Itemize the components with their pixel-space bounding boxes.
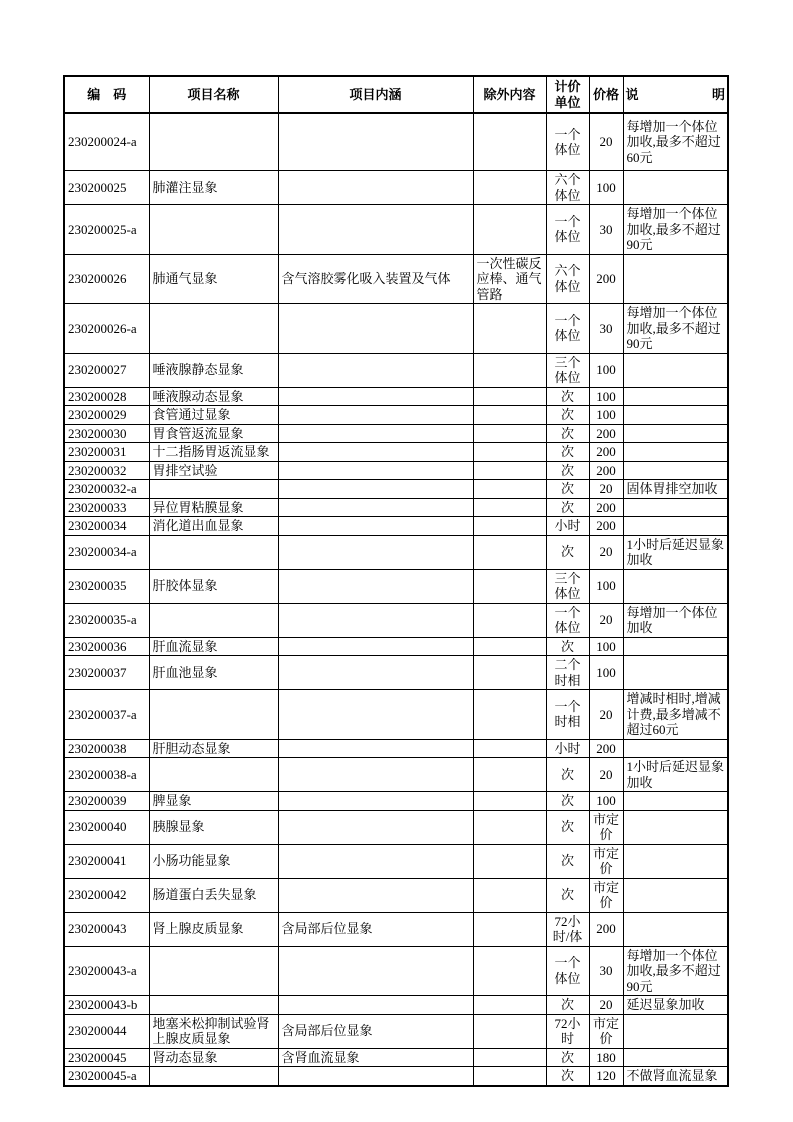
cell-note	[623, 353, 728, 387]
cell-price: 20	[589, 996, 623, 1015]
cell-content	[278, 443, 473, 462]
cell-price: 200	[589, 424, 623, 443]
cell-unit: 小时	[546, 517, 589, 536]
cell-note: 每增加一个体位加收,最多不超过90元	[623, 946, 728, 996]
cell-code: 230200033	[64, 498, 149, 517]
table-row	[64, 171, 728, 205]
cell-note	[623, 498, 728, 517]
cell-code: 230200038	[64, 739, 149, 758]
table-row	[64, 912, 728, 946]
cell-name	[149, 1067, 278, 1086]
cell-exclusion	[473, 996, 546, 1015]
cell-content	[278, 792, 473, 811]
cell-exclusion	[473, 912, 546, 946]
table-row	[64, 878, 728, 912]
cell-name: 十二指肠胃返流显象	[149, 443, 278, 462]
cell-exclusion	[473, 739, 546, 758]
cell-note	[623, 387, 728, 406]
cell-exclusion	[473, 1014, 546, 1048]
cell-content	[278, 205, 473, 255]
cell-exclusion	[473, 569, 546, 603]
header-exclusion: 除外内容	[473, 76, 546, 113]
cell-code: 230200045	[64, 1048, 149, 1067]
cell-code: 230200034-a	[64, 535, 149, 569]
table-body	[64, 113, 728, 1086]
cell-price: 120	[589, 1067, 623, 1086]
cell-unit: 次	[546, 792, 589, 811]
header-price: 价格	[589, 76, 623, 113]
cell-code: 230200043	[64, 912, 149, 946]
cell-code: 230200034	[64, 517, 149, 536]
cell-name	[149, 758, 278, 792]
cell-code: 230200036	[64, 637, 149, 656]
cell-unit: 次	[546, 758, 589, 792]
header-name: 项目名称	[149, 76, 278, 113]
table-row	[64, 690, 728, 740]
cell-note	[623, 424, 728, 443]
table-row	[64, 569, 728, 603]
table-row	[64, 113, 728, 171]
cell-name: 胃食管返流显象	[149, 424, 278, 443]
cell-note	[623, 461, 728, 480]
cell-content	[278, 498, 473, 517]
cell-content	[278, 758, 473, 792]
table-row	[64, 844, 728, 878]
table-row	[64, 254, 728, 304]
cell-note	[623, 1014, 728, 1048]
cell-code: 230200043-a	[64, 946, 149, 996]
cell-code: 230200045-a	[64, 1067, 149, 1086]
cell-name: 地塞米松抑制试验肾上腺皮质显象	[149, 1014, 278, 1048]
cell-name	[149, 113, 278, 171]
header-code: 编 码	[64, 76, 149, 113]
cell-content	[278, 603, 473, 637]
cell-name: 肾上腺皮质显象	[149, 912, 278, 946]
cell-exclusion	[473, 603, 546, 637]
cell-note	[623, 254, 728, 304]
cell-exclusion	[473, 946, 546, 996]
table-row	[64, 810, 728, 844]
table-row	[64, 353, 728, 387]
cell-code: 230200042	[64, 878, 149, 912]
table-row	[64, 1048, 728, 1067]
cell-content	[278, 304, 473, 354]
cell-note	[623, 878, 728, 912]
table-row	[64, 304, 728, 354]
cell-price: 30	[589, 946, 623, 996]
cell-unit: 72小时	[546, 1014, 589, 1048]
cell-unit: 次	[546, 1048, 589, 1067]
cell-note: 延迟显象加收	[623, 996, 728, 1015]
cell-note	[623, 844, 728, 878]
cell-name: 肝血流显象	[149, 637, 278, 656]
cell-price: 200	[589, 254, 623, 304]
cell-note: 每增加一个体位加收,最多不超过90元	[623, 304, 728, 354]
cell-exclusion	[473, 424, 546, 443]
cell-code: 230200032-a	[64, 480, 149, 499]
cell-content: 含局部后位显象	[278, 912, 473, 946]
cell-note	[623, 810, 728, 844]
cell-unit: 次	[546, 810, 589, 844]
cell-note	[623, 739, 728, 758]
cell-price: 20	[589, 690, 623, 740]
cell-note	[623, 517, 728, 536]
cell-code: 230200035	[64, 569, 149, 603]
cell-note: 增减时相时,增减计费,最多增减不超过60元	[623, 690, 728, 740]
cell-name	[149, 480, 278, 499]
cell-unit: 六个体位	[546, 171, 589, 205]
cell-code: 230200028	[64, 387, 149, 406]
cell-code: 230200037-a	[64, 690, 149, 740]
table-row	[64, 517, 728, 536]
cell-code: 230200039	[64, 792, 149, 811]
cell-content	[278, 480, 473, 499]
cell-note	[623, 792, 728, 811]
cell-code: 230200025-a	[64, 205, 149, 255]
cell-name: 肝胆动态显象	[149, 739, 278, 758]
cell-content	[278, 461, 473, 480]
cell-content	[278, 569, 473, 603]
cell-unit: 三个体位	[546, 353, 589, 387]
cell-note: 固体胃排空加收	[623, 480, 728, 499]
cell-name	[149, 996, 278, 1015]
cell-code: 230200029	[64, 406, 149, 425]
cell-price: 市定价	[589, 844, 623, 878]
cell-exclusion	[473, 1067, 546, 1086]
table-row	[64, 996, 728, 1015]
cell-name	[149, 535, 278, 569]
cell-unit: 六个体位	[546, 254, 589, 304]
cell-price: 200	[589, 443, 623, 462]
cell-name: 食管通过显象	[149, 406, 278, 425]
cell-exclusion	[473, 844, 546, 878]
cell-content	[278, 517, 473, 536]
cell-unit: 次	[546, 844, 589, 878]
table-row	[64, 205, 728, 255]
cell-exclusion	[473, 205, 546, 255]
cell-note	[623, 656, 728, 690]
cell-code: 230200026	[64, 254, 149, 304]
cell-price: 200	[589, 912, 623, 946]
cell-code: 230200026-a	[64, 304, 149, 354]
cell-exclusion	[473, 656, 546, 690]
cell-code: 230200032	[64, 461, 149, 480]
cell-name: 异位胃粘膜显象	[149, 498, 278, 517]
cell-exclusion	[473, 878, 546, 912]
cell-unit: 一个体位	[546, 304, 589, 354]
cell-exclusion	[473, 637, 546, 656]
cell-price: 200	[589, 461, 623, 480]
table-row	[64, 946, 728, 996]
cell-price: 20	[589, 535, 623, 569]
cell-content	[278, 690, 473, 740]
cell-unit: 次	[546, 535, 589, 569]
table-row	[64, 637, 728, 656]
cell-note: 每增加一个体位加收	[623, 603, 728, 637]
cell-content	[278, 535, 473, 569]
cell-unit: 一个时相	[546, 690, 589, 740]
cell-price: 市定价	[589, 878, 623, 912]
cell-code: 230200037	[64, 656, 149, 690]
cell-unit: 次	[546, 498, 589, 517]
cell-unit: 次	[546, 996, 589, 1015]
cell-name: 胃排空试验	[149, 461, 278, 480]
cell-code: 230200038-a	[64, 758, 149, 792]
cell-exclusion	[473, 443, 546, 462]
table-row	[64, 1014, 728, 1048]
cell-unit: 二个时相	[546, 656, 589, 690]
cell-exclusion	[473, 113, 546, 171]
cell-exclusion	[473, 498, 546, 517]
cell-price: 100	[589, 569, 623, 603]
cell-unit: 一个体位	[546, 603, 589, 637]
table-row	[64, 739, 728, 758]
cell-code: 230200024-a	[64, 113, 149, 171]
table-row	[64, 424, 728, 443]
cell-code: 230200035-a	[64, 603, 149, 637]
cell-price: 市定价	[589, 1014, 623, 1048]
cell-price: 30	[589, 304, 623, 354]
cell-unit: 三个体位	[546, 569, 589, 603]
cell-exclusion	[473, 1048, 546, 1067]
table-row	[64, 443, 728, 462]
cell-code: 230200040	[64, 810, 149, 844]
cell-content	[278, 406, 473, 425]
cell-exclusion: 一次性碳反应棒、通气管路	[473, 254, 546, 304]
cell-code: 230200044	[64, 1014, 149, 1048]
cell-exclusion	[473, 480, 546, 499]
cell-content	[278, 637, 473, 656]
cell-name: 肝胶体显象	[149, 569, 278, 603]
cell-code: 230200043-b	[64, 996, 149, 1015]
cell-content	[278, 171, 473, 205]
cell-exclusion	[473, 406, 546, 425]
cell-note: 每增加一个体位加收,最多不超过60元	[623, 113, 728, 171]
cell-price: 市定价	[589, 810, 623, 844]
cell-note: 每增加一个体位加收,最多不超过90元	[623, 205, 728, 255]
cell-unit: 小时	[546, 739, 589, 758]
cell-exclusion	[473, 387, 546, 406]
cell-price: 100	[589, 656, 623, 690]
cell-price: 100	[589, 171, 623, 205]
cell-price: 180	[589, 1048, 623, 1067]
cell-unit: 次	[546, 480, 589, 499]
cell-price: 20	[589, 758, 623, 792]
cell-note	[623, 912, 728, 946]
cell-code: 230200025	[64, 171, 149, 205]
cell-unit: 次	[546, 1067, 589, 1086]
cell-price: 20	[589, 113, 623, 171]
table-row	[64, 461, 728, 480]
cell-content	[278, 1067, 473, 1086]
cell-exclusion	[473, 171, 546, 205]
cell-name: 肺通气显象	[149, 254, 278, 304]
cell-price: 200	[589, 517, 623, 536]
cell-price: 20	[589, 603, 623, 637]
table-header-row	[64, 76, 728, 113]
cell-unit: 次	[546, 424, 589, 443]
cell-code: 230200027	[64, 353, 149, 387]
cell-exclusion	[473, 792, 546, 811]
table-row	[64, 387, 728, 406]
header-unit: 计价单位	[546, 76, 589, 113]
cell-unit: 一个体位	[546, 946, 589, 996]
table-row	[64, 498, 728, 517]
cell-name: 胰腺显象	[149, 810, 278, 844]
cell-name	[149, 946, 278, 996]
cell-content	[278, 878, 473, 912]
cell-note	[623, 406, 728, 425]
table-row	[64, 603, 728, 637]
table-row	[64, 758, 728, 792]
cell-content	[278, 739, 473, 758]
cell-content: 含肾血流显象	[278, 1048, 473, 1067]
cell-note: 1小时后延迟显象加收	[623, 535, 728, 569]
cell-unit: 一个体位	[546, 205, 589, 255]
cell-content: 含局部后位显象	[278, 1014, 473, 1048]
cell-note	[623, 637, 728, 656]
cell-exclusion	[473, 535, 546, 569]
cell-note	[623, 1048, 728, 1067]
cell-name: 消化道出血显象	[149, 517, 278, 536]
cell-price: 30	[589, 205, 623, 255]
cell-content	[278, 996, 473, 1015]
cell-price: 200	[589, 498, 623, 517]
cell-content	[278, 656, 473, 690]
cell-content	[278, 113, 473, 171]
cell-price: 100	[589, 406, 623, 425]
cell-name: 小肠功能显象	[149, 844, 278, 878]
cell-content	[278, 844, 473, 878]
cell-code: 230200031	[64, 443, 149, 462]
cell-unit: 次	[546, 387, 589, 406]
cell-name: 唾液腺静态显象	[149, 353, 278, 387]
cell-name: 肝血池显象	[149, 656, 278, 690]
cell-unit: 次	[546, 406, 589, 425]
cell-note: 不做肾血流显象	[623, 1067, 728, 1086]
cell-name: 脾显象	[149, 792, 278, 811]
header-content: 项目内涵	[278, 76, 473, 113]
cell-price: 100	[589, 637, 623, 656]
cell-exclusion	[473, 461, 546, 480]
cell-name: 肺灌注显象	[149, 171, 278, 205]
cell-price: 20	[589, 480, 623, 499]
table-row	[64, 480, 728, 499]
cell-exclusion	[473, 304, 546, 354]
cell-price: 100	[589, 792, 623, 811]
header-note: 说 明	[623, 76, 728, 113]
cell-exclusion	[473, 690, 546, 740]
cell-exclusion	[473, 517, 546, 536]
pricing-table	[63, 75, 729, 1087]
cell-price: 100	[589, 387, 623, 406]
cell-unit: 次	[546, 878, 589, 912]
cell-note	[623, 569, 728, 603]
cell-note: 1小时后延迟显象加收	[623, 758, 728, 792]
cell-content	[278, 946, 473, 996]
cell-content	[278, 424, 473, 443]
cell-exclusion	[473, 758, 546, 792]
cell-unit: 次	[546, 443, 589, 462]
cell-price: 100	[589, 353, 623, 387]
cell-price: 200	[589, 739, 623, 758]
table-row	[64, 1067, 728, 1086]
table-row	[64, 406, 728, 425]
cell-name: 唾液腺动态显象	[149, 387, 278, 406]
cell-name	[149, 304, 278, 354]
cell-unit: 72小时/体	[546, 912, 589, 946]
cell-content	[278, 387, 473, 406]
cell-name: 肾动态显象	[149, 1048, 278, 1067]
cell-name	[149, 603, 278, 637]
cell-unit: 次	[546, 461, 589, 480]
table-row	[64, 656, 728, 690]
cell-name	[149, 205, 278, 255]
table-row	[64, 535, 728, 569]
cell-unit: 一个体位	[546, 113, 589, 171]
cell-exclusion	[473, 353, 546, 387]
cell-content	[278, 810, 473, 844]
cell-name	[149, 690, 278, 740]
cell-code: 230200030	[64, 424, 149, 443]
cell-code: 230200041	[64, 844, 149, 878]
cell-note	[623, 171, 728, 205]
table-row	[64, 792, 728, 811]
cell-content	[278, 353, 473, 387]
cell-content: 含气溶胶雾化吸入装置及气体	[278, 254, 473, 304]
cell-unit: 次	[546, 637, 589, 656]
cell-exclusion	[473, 810, 546, 844]
cell-name: 肠道蛋白丢失显象	[149, 878, 278, 912]
cell-note	[623, 443, 728, 462]
